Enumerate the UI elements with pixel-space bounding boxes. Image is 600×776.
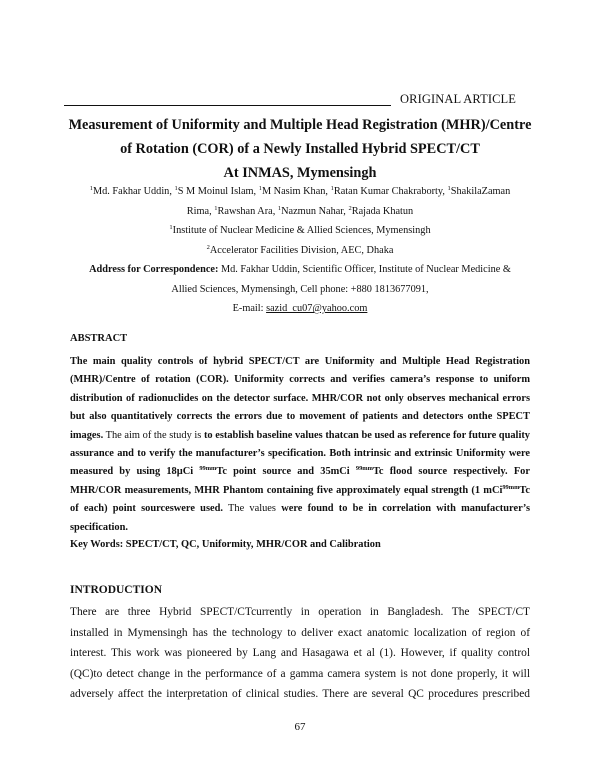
author: $^1$ShakilaZaman (447, 185, 511, 197)
correspondence-label: Address for Correspondence: (89, 264, 219, 275)
article-type-label: ORIGINAL ARTICLE (400, 92, 516, 106)
abstract-body: The main quality controls of hybrid SPECT/CT are Uniformity and Multiple Head Registration (MHR)/Centre of rotation (COR). Uniformity corrects and verifies camera’s response to uniform distribution of radionuclides on the detector surface. MHR/COR not only observes mechanical errors but also quantitatively corrects the errors due to movement of patients and detectors onthe SPECT images. The aim of the study is to establish baseline values thatcan be used as reference for future quality assurance and to verify the manufacturer’s specification. Both intrinsic and extrinsic Uniformity were measured by using 18µCi $^{99mm}$Tc point source and 35mCi $^{99mm}$Tc flood source respectively. For MHR/COR measurements, MHR Phantom containing five approximately equal strength (1 mCi$^{99mm}$Tc of each) point sourceswere used. The values were found to be in correlation with manufacturer’s specification. (70, 356, 530, 533)
intro-line: (QC)to detect change in the performance of a gamma camera system is not done properly, it will (70, 667, 530, 680)
title-line-2: of Rotation (COR) of a Newly Installed Hybrid SPECT/CT (120, 141, 480, 157)
author: $^1$S M Moinul Islam, (174, 185, 259, 197)
intro-line: installed in Mymensingh has the technology to deliver exact anatomic localization of region of (70, 626, 530, 639)
author: $^1$Nazmun Nahar, (277, 204, 349, 217)
correspondence-line-2: Allied Sciences, Mymensingh, Cell phone: +880 1813677091, (171, 283, 429, 295)
author-line-2 (50, 202, 550, 222)
author-block (50, 182, 550, 319)
author: $^1$Ratan Kumar Chakraborty, (330, 185, 448, 197)
title-line-1: Measurement of Uniformity and Multiple Head Registration (MHR)/Centre (68, 117, 532, 133)
author-line-1 (50, 182, 550, 202)
correspondence-email-line: E-mail: sazid_cu07@yahoo.com (232, 303, 368, 314)
email-link[interactable]: sazid_cu07@yahoo.com (266, 303, 368, 314)
article-type-header (64, 92, 516, 108)
header-rule (64, 105, 391, 106)
affiliation-1: $^1$Institute of Nuclear Medicine & Allied Sciences, Mymensingh (169, 224, 431, 236)
title-line-3: At INMAS, Mymensingh (223, 165, 377, 181)
page-number: 67 (294, 721, 306, 733)
author: $^1$Rawshan Ara, (214, 204, 278, 217)
affiliation-2: $^2$Accelerator Facilities Division, AEC, Dhaka (206, 243, 394, 256)
abstract-heading: ABSTRACT (70, 333, 128, 344)
article-title (40, 113, 560, 185)
author: $^1$Md. Fakhar Uddin, (89, 185, 175, 197)
correspondence-line-1: Address for Correspondence: Md. Fakhar Uddin, Scientific Officer, Institute of Nuclear Medicine & (89, 264, 511, 275)
intro-line: interest. This work was pioneered by Lang and Hasagawa et al (1). However, if quality control (70, 647, 530, 659)
author: $^1$M Nasim Khan, (258, 185, 331, 197)
introduction-body (70, 602, 530, 705)
introduction-heading: INTRODUCTION (70, 584, 163, 596)
author: $^2$Rajada Khatun (348, 204, 414, 217)
keywords: Key Words: SPECT/CT, QC, Uniformity, MHR/COR and Calibration (70, 539, 381, 550)
author: Rima, (186, 205, 215, 217)
intro-line: adversely affect the interpretation of clinical studies. There are several QC procedures prescribed (70, 688, 530, 700)
intro-line: There are three Hybrid SPECT/CTcurrently in operation in Bangladesh. The SPECT/CT (70, 606, 530, 618)
